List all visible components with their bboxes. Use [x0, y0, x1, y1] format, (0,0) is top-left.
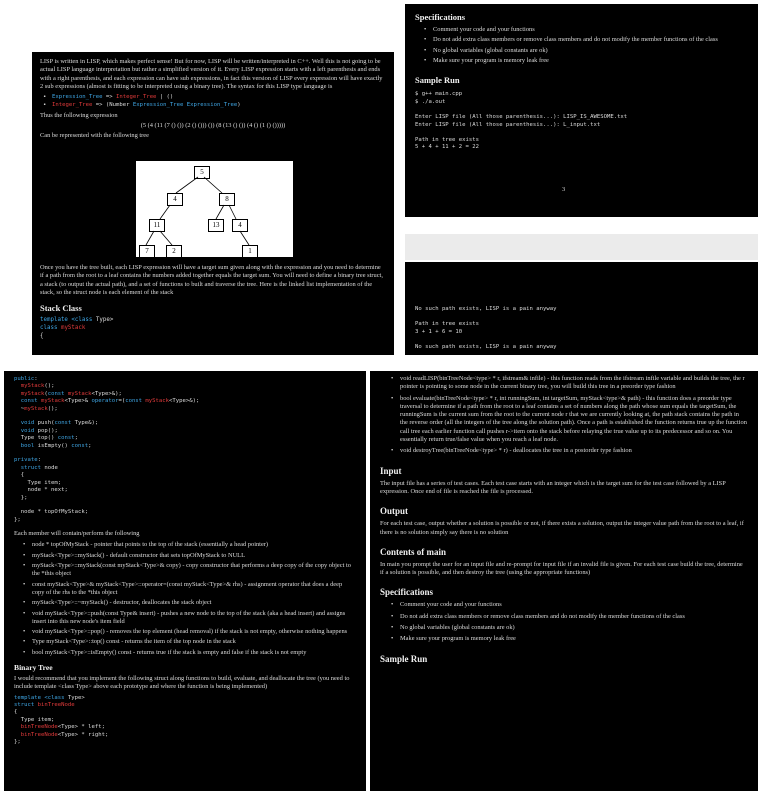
- tree-diagram: [136, 161, 293, 257]
- page-number: 3: [562, 186, 566, 193]
- intro-paragraph: LISP is written in LISP, which makes perfect sense! But for now, LISP will be written/interpreted in C++. Well this is not going to be actual LISP language interpretation but rather a simplified version of it. Every LISP expression starts with a left parenthesis and ends with a right parenthesis, and each expression can have sub expressions, in fact this version of LISP every expression will have exactly 2 sub expressions (almost is fitting to be interpreted using a binary tree). The syntax for this LISP type language is: [40, 58, 383, 90]
- tree-node-1: 1: [242, 245, 258, 258]
- spec-item: • Make sure your program is memory leak free: [421, 57, 748, 65]
- tree-node-4: 4: [167, 193, 183, 206]
- lisp-expression: (5 (4 (11 (7 () ()) (2 () ())) ()) (8 (13 () ()) (4 () (1 () ())))): [140, 122, 286, 130]
- input-heading: Input: [380, 465, 402, 476]
- spec-list-top: [415, 26, 748, 65]
- member-item: • myStack<Type>::myStack() - default constructor that sets topOfMyStack to NULL: [20, 552, 356, 560]
- page-gap-band: [405, 234, 758, 260]
- members-list: [14, 541, 356, 657]
- output-text: For each test case, output whether a solution is possible or not, if there exists a solution, output the integer value path from the root to a leaf, if there is no solution simply say there is no solution: [380, 520, 744, 536]
- member-item: • Type myStack<Type>::top() const - returns the item of the top node in the stack: [20, 638, 356, 646]
- grammar-rule-2: • Integer_Tree => (Number Expression_Tree Expression_Tree): [40, 101, 386, 109]
- tree-node-7: 7: [139, 245, 155, 258]
- spec-item: • Do not add extra class members or remove class members and do not modify the member functions of the class: [421, 36, 748, 44]
- output-heading: Output: [380, 506, 409, 517]
- member-item: • void myStack<Type>::push(const Type& insert) - pushes a new node to the top of the stack (aka a head insert) and assigns insert into this new node's item field: [20, 610, 356, 627]
- sample-run-output-top: $ g++ main.cpp $ ./a.out Enter LISP file (All those parenthesis...): LISP_IS_AWESOME.txt Enter LISP file (All those parenthesis...): L_input.txt Path in tree exists 5 + 4 + 11 + 2 = 22: [415, 91, 628, 151]
- function-list: [380, 375, 748, 456]
- spec-heading-top: Specifications: [415, 12, 466, 22]
- stack-class-body-code: public: myStack(); myStack(const myStack<Type>&); const myStack<Type>& operator=(const myStack<Type>&); ~myStack(); void push(const Type&); void pop(); Type top() const; bool isEmpty() const; private: struct node { Type item; node * next; }; node * topOfMyStack; };: [14, 376, 200, 523]
- sample-run-output-cont: No such path exists, LISP is a pain anyway Path in tree exists 3 + 1 + 6 = 10 No such path exists, LISP is a pain anyway: [415, 306, 557, 350]
- bintree-code: template <class Type> struct binTreeNode { Type item; binTreeNode<Type> * left; binTreeNode<Type> * right; };: [14, 694, 109, 746]
- sample-run-heading-top: Sample Run: [415, 75, 460, 86]
- panel-spec-top: [405, 4, 758, 217]
- grammar-rule-1: • Expression_Tree => Integer_Tree | (): [40, 93, 386, 101]
- spec-item: • Make sure your program is memory leak free: [388, 635, 748, 643]
- function-readlisp: • void readLISP(binTreeNode<type> * r, ifstream& infile) - this function reads from the ifstream infile variable and builds the tree, the r pointer is pointing to some node in the current binary tree, you will build this tree in a preorder type fashion: [388, 375, 748, 392]
- member-item: • bool myStack<Type>::isEmpty() const - returns true if the stack is empty and false if the stack is not empty: [20, 649, 356, 657]
- panel-lisp-intro: [32, 52, 394, 355]
- member-item: • myStack<Type>::~myStack() - destructor, deallocates the stack object: [20, 599, 356, 607]
- panel-sample-continued: [405, 262, 758, 355]
- stack-class-heading: Stack Class: [40, 303, 82, 314]
- panel-stack-members: [4, 371, 366, 791]
- stack-code-snippet: template <class Type> class myStack {: [40, 317, 114, 340]
- spec-item: • No global variables (global constants are ok): [388, 624, 748, 632]
- function-destroytree: • void destroyTree(binTreeNode<type> * r) - deallocates the tree in a postorder type fashion: [388, 447, 748, 455]
- spec-item: • No global variables (global constants are ok): [421, 47, 748, 55]
- member-item: • const myStack<Type>& myStack<Type>::operator=(const myStack<Type>& rhs) - assignment operator that does a deep copy of the rhs to the *this object: [20, 581, 356, 598]
- spec-list-bottom: [380, 601, 748, 643]
- input-text: The input file has a series of test cases. Each test case starts with an integer which is the target sum for the test case followed by a LISP expression. Once end of file is reached the file is processed.: [380, 479, 726, 495]
- tree-node-2: 2: [166, 245, 182, 258]
- after-tree-paragraph: Once you have the tree built, each LISP expression will have a target sum given along with the expression and you need to determine if a path from the root to a leaf contains the numbers added together equals the target sum. You will need to define a binary tree struct, a stack (to output the actual path), and a set of functions to built and traverse the tree. Here is the linked list implementation of the stack, so the struct node is each element of the stack: [40, 264, 383, 296]
- spec-item: • Do not add extra class members or remove class members and do not modify the member functions of the class: [388, 613, 748, 621]
- grammar-list: [40, 93, 386, 110]
- binary-tree-heading: Binary Tree: [14, 662, 53, 672]
- tree-node-4b: 4: [232, 219, 248, 232]
- member-item: • node * topOfMyStack - pointer that points to the top of the stack (essentially a head pointer): [20, 541, 356, 549]
- spec-item: • Comment your code and your functions: [421, 26, 748, 34]
- spec-heading-bottom: Specifications: [380, 587, 433, 598]
- thus-text: Thus the following expression: [40, 111, 118, 119]
- tree-node-11: 11: [149, 219, 165, 232]
- tree-node-8: 8: [219, 193, 235, 206]
- contents-of-main-heading: Contents of main: [380, 546, 447, 557]
- tree-figure: [136, 161, 293, 257]
- tree-node-13: 13: [208, 219, 224, 232]
- spec-item: • Comment your code and your functions: [388, 601, 748, 609]
- binary-tree-intro: I would recommend that you implement the following struct along functions to build, evaluate, and deallocate the tree (you need to include template <class Type> above each prototype and where the function is being implemented): [14, 674, 350, 691]
- function-evaluate: • bool evaluate(binTreeNode<type> * r, int runningSum, int targetSum, myStack<type>& path) - this function does a preorder type traversal to determine if a path from the root to a leaf contains a set of numbers along the path whose sum equals the targetSum, the runningSum is the current sum from the root to the current node r that we are currently looking at, the path stack contains the path in the reverse order (all the integers of the tree along the solution path). Once a path is established the function returns true up the function call tree each earlier function call pushes r->item onto the stack before relaying the true value up to its predecessor and so on. You essentially return true/false value when you reach a leaf node.: [388, 395, 748, 445]
- panel-functions-io: [370, 371, 758, 791]
- member-item: • void myStack<Type>::pop() - removes the top element (head removal) if the stack is not empty, otherwise nothing happens: [20, 628, 356, 636]
- member-item: • myStack<Type>::myStack(const myStack<Type>& copy) - copy constructor that performs a deep copy of the copy object to the *this object: [20, 562, 356, 579]
- represent-text: Can be represented with the following tree: [40, 132, 149, 140]
- sample-run-heading-bottom: Sample Run: [380, 653, 428, 664]
- tree-node-5: 5: [194, 166, 210, 179]
- contents-of-main-text: In main you prompt the user for an input file and re-prompt for input file if an invalid file is given. For each test case build the tree, determine if a solution is possible, and then destroy the tree (using the appropriate functions): [380, 560, 743, 577]
- members-intro: Each member will contain/perform the following: [14, 530, 140, 538]
